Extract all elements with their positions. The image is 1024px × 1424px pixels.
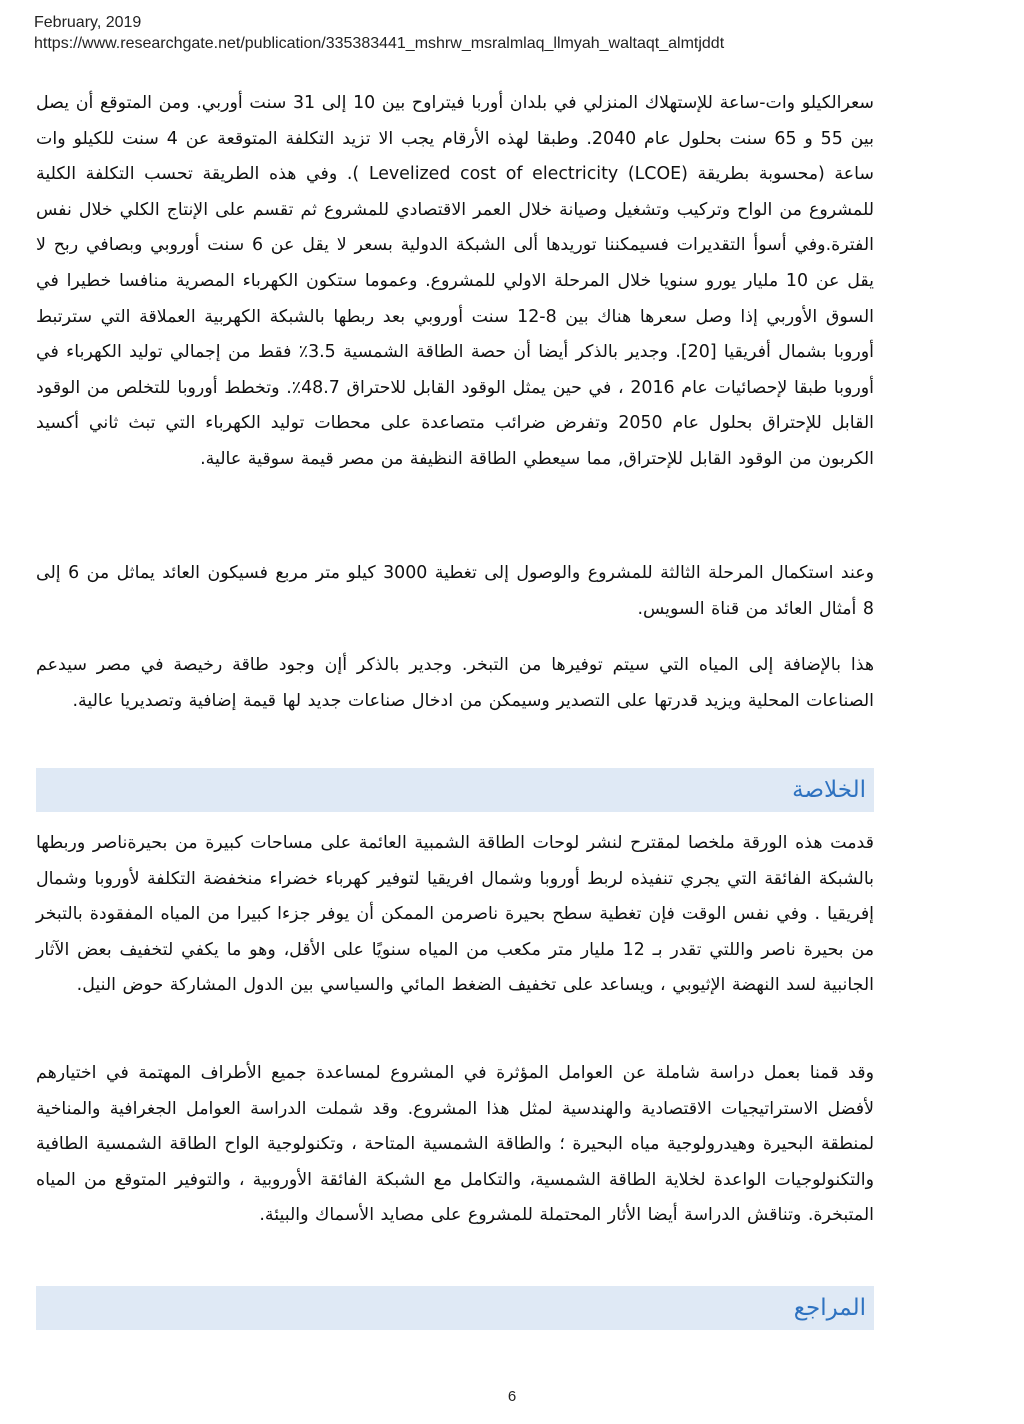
section-references <box>36 1286 874 1330</box>
paragraph-phase-three: وعند استكمال المرحلة الثالثة للمشروع والوصول إلى تغطية 3000 كيلو متر مربع فسيكون العائد يماثل من 6 إلى 8 أمثال العائد من قناة السويس. <box>36 563 875 619</box>
section-title-conclusion: الخلاصة <box>792 777 866 803</box>
paragraph-electricity-cost: سعرالكيلو وات-ساعة للإستهلاك المنزلي في بلدان أوربا فيتراوح بين 10 إلى 31 سنت أوربي. ومن المتوقع أن يصل بين 55 و 65 سنت بحلول عام 2040. وطبقا لهذه الأرقام يجب الا تزيد التكلفة المتوقعة عن 4 سنت للكيلو وات ساعة (محسوبة بطريقة Levelized cost of electricity (LCOE) ). وفي هذه الطريقة تحسب التكلفة الكلية للمشروع من الواح وتركيب وتشغيل وصيانة خلال العمر الاقتصادي للمشروع ثم تقسم على الإنتاج الكلي خلال نفس الفترة.وفي أسوأ التقديرات فسيمكننا توريدها ألى الشبكة الدولية بسعر لا يقل عن 6 سنت أوروبي وبصافي ربح لا يقل عن 10 مليار يورو سنويا خلال المرحلة الاولي للمشروع. وعموما ستكون الكهرباء المصرية منافسا خطيرا في السوق الأوربي إذا وصل سعرها هناك بين 8-12 سنت أوروبي بعد ربطها بالشبكة الكهربية العملاقة التي سترتبط أوروبا بشمال أفريقيا [20]. وجدير بالذكر أيضا أن حصة الطاقة الشمسية 3.5٪ فقط من إجمالي توليد الكهرباء في أوروبا طبقا لإحصائيات عام 2016 ، في حين يمثل الوقود القابل للاحتراق 48.7٪. وتخطط أوروبا للتخلص من الوقود القابل للإحتراق بحلول عام 2050 وتفرض ضرائب متصاعدة على محطات توليد الكهرباء التي تبث ثاني أكسيد الكربون من الوقود القابل للإحتراق, مما سيعطي الطاقة النظيفة من مصر قيمة سوقية عالية. <box>36 93 875 469</box>
section-title-references: المراجع <box>793 1295 866 1321</box>
page-number: 6 <box>507 1388 517 1405</box>
document-body <box>36 86 874 1330</box>
paragraph-summary: قدمت هذه الورقة ملخصا لمقترح لنشر لوحات الطاقة الشمبية العائمة على مساحات كبيرة من بحيرةناصر وربطها بالشبكة الفائقة التي يجري تنفيذه لربط أوروبا وشمال افريقيا لتوفير كهرباء خضراء منخفضة التكلفة لأوروبا وشمال إفريقيا . وفي نفس الوقت فإن تغطية سطح بحيرة ناصرمن الممكن أن يوفر جزءا كبيرا من المياه المفقودة بالتبخر من بحيرة ناصر واللتي تقدر بـ 12 مليار متر مكعب من المياه سنويًا على الأقل، وهو ما يكفي لتخفيف بعض الآثار الجانبية لسد النهضة الإثيوبي ، ويساعد على تخفيف الضغط المائي والسياسي بين الدول المشاركة حوض النيل. <box>36 833 875 996</box>
paragraph-study-scope: وقد قمنا بعمل دراسة شاملة عن العوامل المؤثرة في المشروع لمساعدة جميع الأطراف المهتمة في اختيارهم لأفضل الاستراتيجيات الاقتصادية والهندسية لمثل هذا المشروع. وقد شملت الدراسة العوامل الجغرافية والمناخية لمنطقة البحيرة وهيدرولوجية مياه البحيرة ؛ والطاقة الشمسية المتاحة ، وتكنولوجية الواح الطاقة الشمسية الطافية والتكنولوجيات الواعدة لخلاية الطاقة الشمسية، والتكامل مع الشبكة الفائقة الأوروبية ، والتوفير المتوقع من المياه المتبخرة. وتناقش الدراسة أيضا الأثار المحتملة للمشروع على مصايد الأسماك والبيئة. <box>36 1063 874 1226</box>
paragraph-water-savings: هذا بالإضافة إلى المياه التي سيتم توفيرها من التبخر. وجدير بالذكر أإن وجود طاقة رخيصة في مصر سيدعم الصناعات المحلية ويزيد قدرتها على التصدير وسيمكن من ادخال صناعات جديد لها قيمة إضافية وتصديريا عالية. <box>36 655 874 711</box>
section-conclusion <box>36 768 874 812</box>
page-header <box>34 12 724 54</box>
header-url[interactable]: https://www.researchgate.net/publication/335383441_mshrw_msralmlaq_llmyah_waltaqt_almtjddt <box>34 35 725 52</box>
header-date: February, 2019 <box>34 14 142 31</box>
